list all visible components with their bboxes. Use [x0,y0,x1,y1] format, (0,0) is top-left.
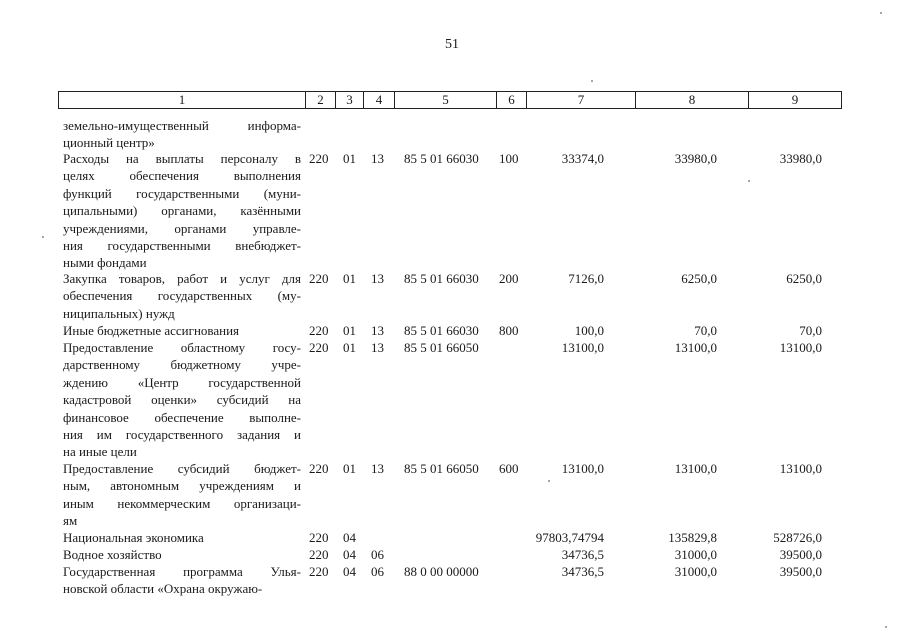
description-line: финансовое обеспечение выполне- [63,409,301,425]
description-line: ниципальных) нужд [63,305,175,321]
page-number: 51 [445,37,459,52]
description-line: функций государственными (муни- [63,185,301,201]
description-line: кадастровой оценки» субсидий на [63,392,301,408]
cell-c2: 220 [309,323,329,338]
row-description [63,270,301,322]
description-line: ным, автономным учреждениям и [63,478,301,494]
row-description [63,460,301,530]
scan-speck [748,180,750,182]
cell-c8: 13100,0 [674,461,717,476]
cell-c8: 33980,0 [674,151,717,166]
cell-c6: 600 [499,461,519,476]
cell-c8: 31000,0 [674,547,717,562]
cell-c5: 85 5 01 66030 [404,271,479,286]
description-line: новской области «Охрана окружаю- [63,581,263,597]
description-line: ям [63,513,78,529]
row-description [63,117,301,152]
cell-c3: 04 [343,530,356,545]
scan-speck [42,236,44,238]
cell-c5: 85 5 01 66050 [404,340,479,355]
cell-c9: 6250,0 [786,271,822,286]
cell-c7: 13100,0 [561,340,604,355]
description-line: на иные цели [63,444,137,460]
cell-c7: 34736,5 [561,547,604,562]
description-line: Предоставление субсидий бюджет- [63,461,301,476]
cell-c5: 85 5 01 66050 [404,461,479,476]
row-description [63,339,301,461]
column-header: 7 [526,91,635,109]
column-header: 6 [496,91,526,109]
cell-c6: 200 [499,271,519,286]
cell-c4: 06 [371,564,384,579]
cell-c2: 220 [309,547,329,562]
column-header: 9 [748,91,842,109]
description-line: Водное хозяйство [63,547,162,562]
cell-c8: 70,0 [694,323,717,338]
cell-c2: 220 [309,271,329,286]
column-header: 4 [363,91,394,109]
cell-c7: 97803,74794 [535,530,604,545]
description-line: дарственному бюджетному учре- [63,357,301,373]
cell-c4: 13 [371,323,384,338]
cell-c2: 220 [309,564,329,579]
description-line: земельно-имущественный информа- [63,118,301,133]
cell-c4: 13 [371,151,384,166]
cell-c2: 220 [309,530,329,545]
cell-c4: 13 [371,461,384,476]
cell-c3: 01 [343,151,356,166]
description-line: Государственная программа Улья- [63,564,301,579]
cell-c8: 135829,8 [668,530,717,545]
description-line: Расходы на выплаты персоналу в [63,151,301,166]
cell-c8: 13100,0 [674,340,717,355]
cell-c9: 13100,0 [779,340,822,355]
cell-c5: 85 5 01 66030 [404,151,479,166]
column-header: 3 [335,91,363,109]
cell-c7: 100,0 [574,323,604,338]
cell-c9: 33980,0 [779,151,822,166]
row-description [63,322,301,339]
description-line: ционный центр» [63,135,155,151]
cell-c6: 100 [499,151,519,166]
row-description [63,563,301,598]
cell-c2: 220 [309,461,329,476]
cell-c9: 39500,0 [779,564,822,579]
column-header: 1 [58,91,305,109]
description-line: ния им государственного задания и [63,426,301,442]
row-description [63,150,301,272]
cell-c7: 13100,0 [561,461,604,476]
description-line: ципальными) органами, казёнными [63,203,301,219]
description-line: иным некоммерческим организаци- [63,495,301,511]
scan-speck [591,80,593,82]
cell-c5: 85 5 01 66030 [404,323,479,338]
cell-c4: 13 [371,271,384,286]
column-header: 8 [635,91,748,109]
cell-c7: 33374,0 [561,151,604,166]
description-line: Национальная экономика [63,530,204,545]
cell-c3: 04 [343,547,356,562]
cell-c6: 800 [499,323,519,338]
cell-c9: 70,0 [799,323,822,338]
description-line: обеспечения государственных (му- [63,288,301,304]
scan-speck [880,12,882,14]
row-description [63,546,301,563]
cell-c3: 01 [343,323,356,338]
cell-c3: 01 [343,340,356,355]
description-line: Предоставление областному госу- [63,340,301,355]
column-header: 2 [305,91,335,109]
cell-c5: 88 0 00 00000 [404,564,479,579]
cell-c9: 528726,0 [773,530,822,545]
scan-speck [885,626,887,628]
cell-c7: 7126,0 [568,271,604,286]
cell-c4: 13 [371,340,384,355]
cell-c7: 34736,5 [561,564,604,579]
description-line: Закупка товаров, работ и услуг для [63,271,301,286]
column-header: 5 [394,91,496,109]
cell-c2: 220 [309,151,329,166]
cell-c9: 13100,0 [779,461,822,476]
description-line: ными фондами [63,255,147,271]
description-line: ния государственными внебюджет- [63,237,301,253]
row-description [63,529,301,546]
description-line: целях обеспечения выполнения [63,168,301,184]
cell-c4: 06 [371,547,384,562]
description-line: учреждениями, органами управле- [63,220,301,236]
cell-c3: 01 [343,461,356,476]
scan-speck [548,480,550,482]
cell-c8: 6250,0 [681,271,717,286]
cell-c9: 39500,0 [779,547,822,562]
description-line: Иные бюджетные ассигнования [63,323,240,338]
cell-c8: 31000,0 [674,564,717,579]
cell-c2: 220 [309,340,329,355]
description-line: ждению «Центр государственной [63,374,301,390]
cell-c3: 04 [343,564,356,579]
cell-c3: 01 [343,271,356,286]
